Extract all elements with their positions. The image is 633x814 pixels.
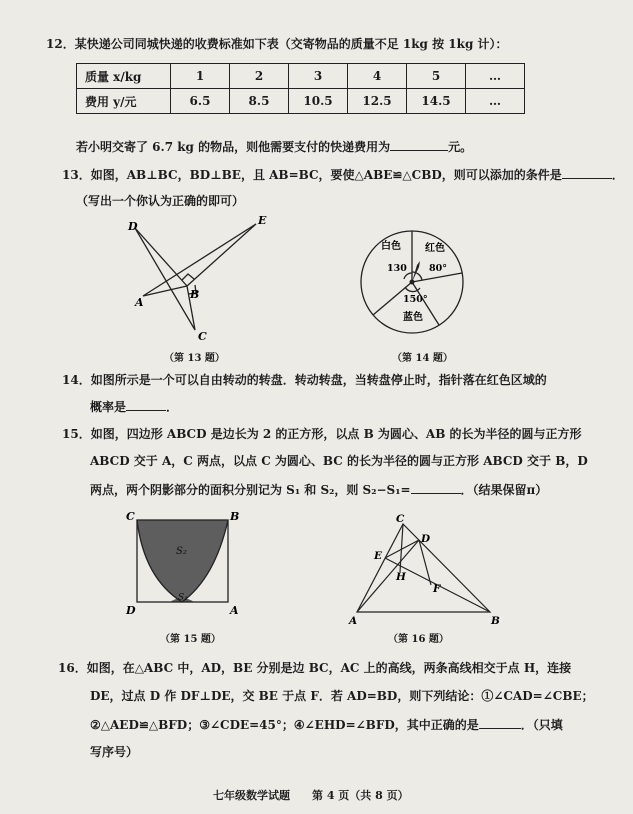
q15-line1: 15．如图，四边形 ABCD 是边长为 2 的正方形，以点 B 为圆心、AB 的长为半径的圆与正方形 [62,427,582,441]
angle-label-130: 130 [387,263,407,274]
table-cell: … [466,64,525,89]
point-label-b: B [491,615,500,627]
point-label-e: E [374,550,383,562]
q16-caption: （第 16 题） [388,634,449,645]
sector-label-red: 红色 [425,243,445,254]
q14-stem-text: 概率是 [90,400,127,414]
q15-figure [120,508,245,628]
point-label-a: A [135,296,144,309]
point-label-d: D [126,604,136,617]
table-header-fee: 费用 y/元 [77,89,171,114]
point-label-e: E [258,214,267,227]
q13-stem-text: 13．如图，AB⊥BC，BD⊥BE，且 AB=BC，要使△ABE≌△CBD，则可以添加的条件是 [62,168,562,182]
table-header-mass: 质量 x/kg [77,64,171,89]
q16-line3-end: ．（只填 [520,718,563,732]
q13-figure [115,210,285,345]
segment-ab [143,286,187,296]
table-cell: 14.5 [407,89,466,114]
q16-line2: DE，过点 D 作 DF⊥DE，交 BE 于点 F．若 AD=BD，则下列结论：①∠CAD=∠CBE； [90,689,594,703]
q16-line1: 16．如图，在△ABC 中，AD，BE 分别是边 BC，AC 上的高线，两条高线相交于点 H，连接 [58,661,572,675]
right-angle-mark [182,274,194,280]
fee-table [76,63,525,114]
angle-arc [405,287,420,292]
answer-blank [562,166,612,179]
answer-blank [126,398,166,411]
answer-blank [411,481,461,494]
altitude-ad [357,540,419,612]
q16-line3-text: ②△AED≌△BFD；③∠CDE=45°；④∠EHD=∠BFD，其中正确的是 [90,718,479,732]
q15-caption: （第 15 题） [160,634,221,645]
sector-label-white: 白色 [381,241,401,252]
q13-caption: （第 13 题） [164,353,225,364]
point-label-b: B [230,510,240,523]
q12-question [76,138,472,155]
table-cell: 10.5 [289,89,348,114]
angle-label-150: 150° [403,294,428,305]
point-label-a: A [349,615,358,627]
q16-line4: 写序号） [90,745,139,759]
point-label-c: C [396,513,405,525]
table-cell: … [466,89,525,114]
q16-figure [345,512,505,632]
page-footer: 七年级数学试题 第 4 页（共 8 页） [213,789,409,802]
point-label-c: C [126,510,135,523]
table-cell: 6.5 [171,89,230,114]
label-s2: S₂ [176,546,187,557]
q15-line2: ABCD 交于 A，C 两点，以点 C 为圆心、BC 的长为半径的圆与正方形 ABCD 交于 B，D [90,454,588,468]
point-label-c: C [198,330,207,343]
label-s1: S₁ [178,593,188,603]
point-label-d: D [421,533,431,545]
point-label-d: D [128,220,138,233]
q12-question-text: 若小明交寄了 6.7 kg 的物品，则他需要支付的快递费用为 [76,140,391,154]
point-label-f: F [433,583,441,595]
q14-stem-line1: 14．如图所示是一个可以自由转动的转盘．转动转盘，当转盘停止时，指针落在红色区域的 [62,373,547,387]
q15-line3-end: ．（结果保留π） [460,483,548,497]
table-cell: 3 [289,64,348,89]
q14-caption: （第 14 题） [392,353,453,364]
table-cell: 2 [230,64,289,89]
q16-line3 [90,716,563,733]
spinner-hub [410,280,415,285]
segment-bd [135,228,187,286]
point-label-h: H [396,571,406,583]
point-label-a: A [230,604,239,617]
table-row [77,64,525,89]
point-label-b: B [190,288,200,301]
q15-line3-text: 两点，两个阴影部分的面积分别记为 S₁ 和 S₂，则 S₂−S₁= [90,483,411,497]
q14-stem-line2 [90,398,178,415]
sector-label-blue: 蓝色 [403,312,423,323]
angle-arc [412,272,422,280]
segment-ch [400,524,403,572]
q12-question-unit: 元。 [448,140,473,154]
table-cell: 5 [407,64,466,89]
segment-ae [143,224,256,296]
q13-stem: 13．如图，AB⊥BC，BD⊥BE，且 AB=BC，要使△ABE≌△CBD，则可以添加的条件是 ． [62,168,624,182]
table-cell: 12.5 [348,89,407,114]
q14-spinner [355,225,480,350]
q12-stem: 12．某快递公司同城快递的收费标准如下表（交寄物品的质量不足 1kg 按 1kg 计）： [46,37,508,51]
q14-stem-end: ． [166,400,179,414]
table-cell: 1 [171,64,230,89]
table-cell: 8.5 [230,89,289,114]
angle-label-80: 80° [429,263,447,274]
answer-blank [390,138,448,151]
table-row [77,89,525,114]
q13-hint: （写出一个你认为正确的即可） [76,194,245,208]
segment-be [187,224,256,286]
answer-blank [479,716,521,729]
segment-cd [135,228,195,330]
table-cell: 4 [348,64,407,89]
q15-line3 [90,481,547,498]
